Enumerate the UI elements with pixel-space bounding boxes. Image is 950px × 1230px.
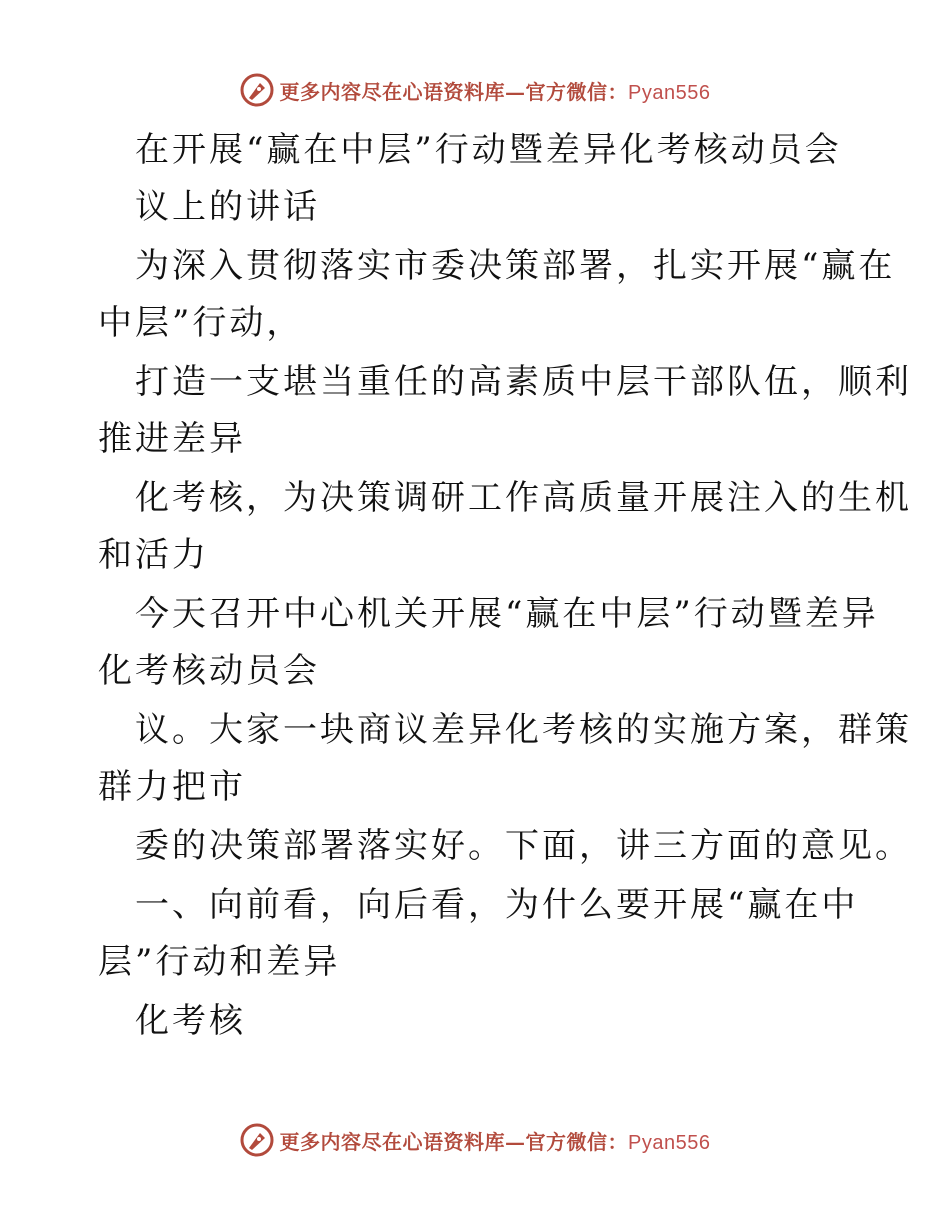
footer-banner-text	[280, 1126, 711, 1155]
doc-line-title-2: 议上的讲话	[135, 187, 320, 227]
header-banner-label: 更多内容尽在心语资料库—官方微信：	[279, 79, 629, 104]
doc-line: 化考核动员会	[98, 651, 320, 691]
header-banner-text	[280, 76, 711, 105]
header-banner	[0, 70, 950, 110]
doc-line: 议。大家一块商议差异化考核的实施方案，群策	[135, 710, 912, 750]
doc-line: 委的决策部署落实好。下面，讲三方面的意见。	[135, 826, 912, 866]
footer-wechat-id: Pyan556	[628, 1131, 711, 1154]
doc-line: 群力把市	[98, 767, 246, 807]
doc-line-heading: 一、向前看，向后看，为什么要开展“赢在中	[135, 885, 859, 925]
footer-banner-label: 更多内容尽在心语资料库—官方微信：	[279, 1129, 629, 1154]
header-wechat-id: Pyan556	[628, 81, 711, 104]
doc-line-heading: 化考核	[135, 1001, 246, 1041]
doc-line: 中层”行动，	[98, 303, 304, 343]
footer-banner	[0, 1120, 950, 1160]
doc-line: 打造一支堪当重任的高素质中层干部队伍，顺利	[135, 362, 912, 402]
doc-line: 为深入贯彻落实市委决策部署，扎实开展“赢在	[135, 246, 896, 286]
doc-line-title-1: 在开展“赢在中层”行动暨差异化考核动员会	[135, 130, 842, 170]
doc-line: 和活力	[98, 535, 209, 575]
doc-line: 推进差异	[98, 419, 246, 459]
pen-nib-logo-icon	[240, 1123, 274, 1157]
doc-line-heading: 层”行动和差异	[98, 942, 341, 982]
pen-nib-logo-icon	[240, 73, 274, 107]
doc-line: 今天召开中心机关开展“赢在中层”行动暨差异	[135, 594, 879, 634]
doc-line: 化考核，为决策调研工作高质量开展注入的生机	[135, 478, 912, 518]
